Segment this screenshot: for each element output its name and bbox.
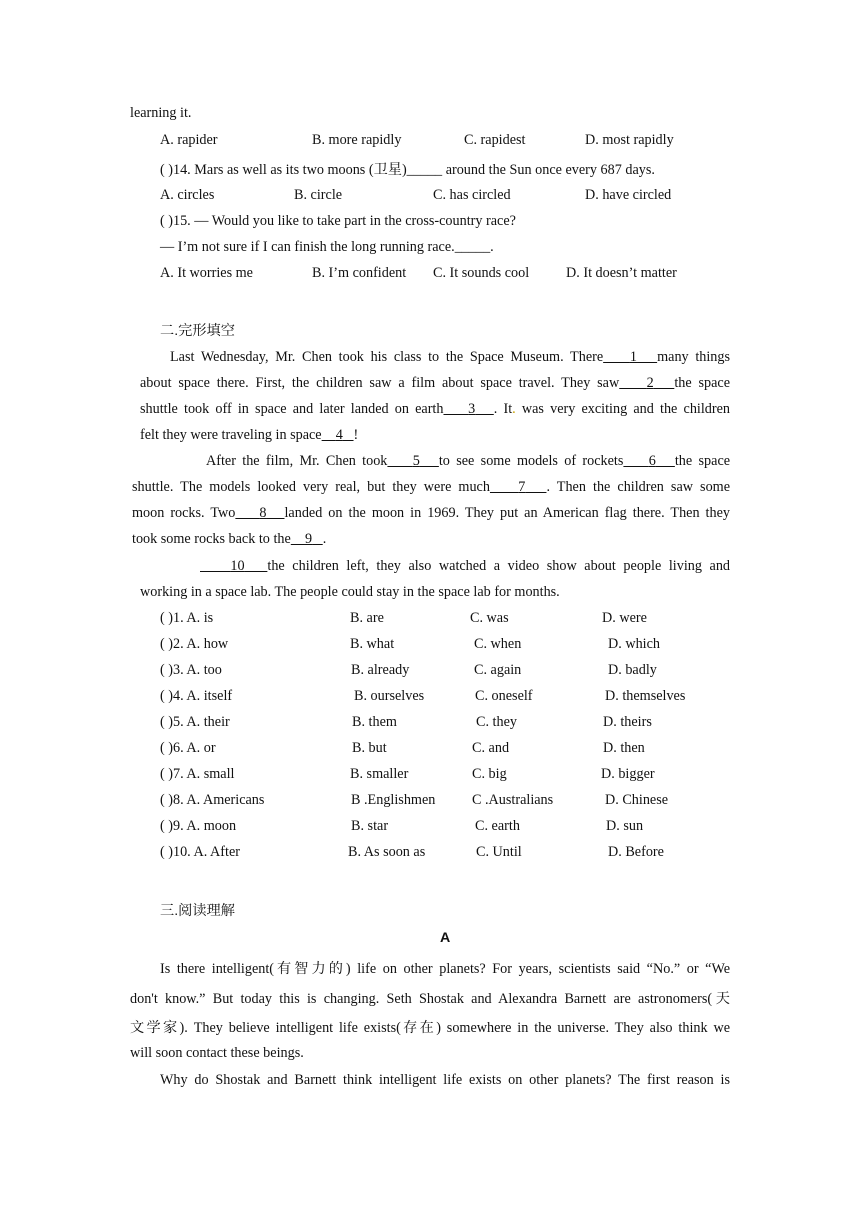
cloze-blank-8: 8 <box>259 505 267 521</box>
reading-line-1: Is there intelligent(有智力的) life on other planets? For years, scientists said “No.” or “We <box>160 961 730 977</box>
q15-option-c[interactable]: C. It sounds cool <box>433 265 530 281</box>
q15-option-b[interactable]: B. I’m confident <box>312 265 407 281</box>
reading-line-3: 文学家). They believe intelligent life exists(存在) somewhere in the universe. They also think we <box>130 1020 730 1036</box>
cloze-q1-option-b[interactable]: B. are <box>350 610 384 626</box>
q13-option-c[interactable]: C. rapidest <box>464 132 526 148</box>
cloze-q3-option-a[interactable]: ( )3. A. too <box>160 662 222 678</box>
cloze-q2-option-a[interactable]: ( )2. A. how <box>160 636 229 652</box>
cloze-blank-2: 2 <box>646 375 654 391</box>
cloze-q8-option-b[interactable]: B .Englishmen <box>351 792 436 808</box>
cloze-question-10 <box>160 844 720 864</box>
cloze-p1-line3: shuttle took off in space and later landed on earth 3 . It. was very exciting and the children <box>140 401 731 417</box>
cloze-p2-line4: took some rocks back to the 9 . <box>132 531 327 547</box>
cloze-p2-line3: moon rocks. Two 8 landed on the moon in 1969. They put an American flag there. Then they <box>132 505 730 521</box>
cloze-p1-line2: about space there. First, the children saw a film about space travel. They saw 2 the space <box>140 375 731 391</box>
reading-heading: 三.阅读理解 <box>160 903 235 919</box>
cloze-q10-option-d[interactable]: D. Before <box>608 844 664 860</box>
cloze-q10-option-c[interactable]: C. Until <box>476 844 522 860</box>
cloze-q1-option-d[interactable]: D. were <box>602 610 647 626</box>
cloze-blank-5: 5 <box>412 453 420 469</box>
cloze-p1-line1: Last Wednesday, Mr. Chen took his class to the Space Museum. There 1 many things <box>170 349 731 365</box>
cloze-q10-option-a[interactable]: ( )10. A. After <box>160 844 240 860</box>
cloze-p3-line2: working in a space lab. The people could stay in the space lab for months. <box>140 584 560 600</box>
cloze-q10-option-b[interactable]: B. As soon as <box>348 844 426 860</box>
q15-options <box>160 265 720 285</box>
cloze-p1-line4: felt they were traveling in space 4 ! <box>140 427 359 443</box>
cloze-q5-option-c[interactable]: C. they <box>476 714 517 730</box>
cloze-question-7 <box>160 766 720 786</box>
q13-option-d[interactable]: D. most rapidly <box>585 132 674 148</box>
cloze-q4-option-a[interactable]: ( )4. A. itself <box>160 688 233 704</box>
q15-option-d[interactable]: D. It doesn’t matter <box>566 265 677 281</box>
cloze-question-3 <box>160 662 720 682</box>
cloze-q8-option-a[interactable]: ( )8. A. Americans <box>160 792 265 808</box>
cloze-q3-option-b[interactable]: B. already <box>351 662 410 678</box>
cloze-q5-option-b[interactable]: B. them <box>352 714 397 730</box>
cloze-q5-option-d[interactable]: D. theirs <box>603 714 652 730</box>
cloze-q3-option-c[interactable]: C. again <box>474 662 522 678</box>
q14-option-c[interactable]: C. has circled <box>433 187 511 203</box>
cloze-question-2 <box>160 636 720 656</box>
q15-option-a[interactable]: A. It worries me <box>160 265 253 281</box>
cloze-q6-option-d[interactable]: D. then <box>603 740 645 756</box>
q13-options <box>160 132 720 152</box>
cloze-question-8 <box>160 792 720 812</box>
cloze-q2-option-b[interactable]: B. what <box>350 636 395 652</box>
cloze-q6-option-b[interactable]: B. but <box>352 740 387 756</box>
cloze-q7-option-b[interactable]: B. smaller <box>350 766 409 782</box>
reading-line-4: will soon contact these beings. <box>130 1045 304 1061</box>
cloze-blank-1: 1 <box>629 349 638 365</box>
cloze-q4-option-b[interactable]: B. ourselves <box>354 688 425 704</box>
cloze-q9-option-b[interactable]: B. star <box>351 818 389 834</box>
cloze-heading: 二.完形填空 <box>160 323 235 339</box>
cloze-q8-option-d[interactable]: D. Chinese <box>605 792 669 808</box>
cloze-q3-option-d[interactable]: D. badly <box>608 662 657 678</box>
cloze-blank-7: 7 <box>518 479 526 495</box>
q15-question: ( )15. — Would you like to take part in the cross-country race? <box>160 213 516 229</box>
cloze-question-4 <box>160 688 720 708</box>
reading-line-2: don't know.” But today this is changing. Seth Shostak and Alexandra Barnett are astronomers(天 <box>130 991 730 1007</box>
cloze-q6-option-c[interactable]: C. and <box>472 740 510 756</box>
cloze-q7-option-a[interactable]: ( )7. A. small <box>160 766 235 782</box>
q14-option-b[interactable]: B. circle <box>294 187 343 203</box>
cloze-q4-option-d[interactable]: D. themselves <box>605 688 686 704</box>
cloze-q2-option-c[interactable]: C. when <box>474 636 522 652</box>
q15-reply: — I’m not sure if I can finish the long running race._____. <box>160 239 494 255</box>
q14-question: ( )14. Mars as well as its two moons (卫星)_____ around the Sun once every 687 days. <box>160 162 655 178</box>
cloze-q5-option-a[interactable]: ( )5. A. their <box>160 714 230 730</box>
cloze-p2-line1: After the film, Mr. Chen took 5 to see some models of rockets 6 the space <box>206 453 731 469</box>
cloze-q9-option-d[interactable]: D. sun <box>606 818 644 834</box>
cloze-p3-line1: 10 the children left, they also watched a video show about people living and <box>200 558 730 575</box>
cloze-blank-3: 3 <box>468 401 476 417</box>
cloze-q2-option-d[interactable]: D. which <box>608 636 661 652</box>
cloze-p2-line2: shuttle. The models looked very real, but they were much 7 . Then the children saw some <box>132 479 731 495</box>
cloze-q4-option-c[interactable]: C. oneself <box>475 688 533 704</box>
cloze-q7-option-d[interactable]: D. bigger <box>601 766 655 782</box>
q14-option-d[interactable]: D. have circled <box>585 187 672 203</box>
cloze-q9-option-c[interactable]: C. earth <box>475 818 520 834</box>
cloze-blank-10: 10 <box>230 558 245 574</box>
cloze-q6-option-a[interactable]: ( )6. A. or <box>160 740 216 756</box>
cloze-question-6 <box>160 740 720 760</box>
cloze-q1-option-c[interactable]: C. was <box>470 610 509 626</box>
cloze-question-9 <box>160 818 720 838</box>
cloze-q1-option-a[interactable]: ( )1. A. is <box>160 610 214 626</box>
cloze-q9-option-a[interactable]: ( )9. A. moon <box>160 818 237 834</box>
cloze-q8-option-c[interactable]: C .Australians <box>472 792 554 808</box>
q13-option-b[interactable]: B. more rapidly <box>312 132 402 148</box>
reading-line-5: Why do Shostak and Barnett think intelligent life exists on other planets? The first reason is <box>160 1072 730 1088</box>
cloze-blank-4: 4 <box>335 427 343 443</box>
reading-section-label: A <box>440 930 451 946</box>
cloze-blank-6: 6 <box>648 453 656 469</box>
cloze-blank-9: 9 <box>304 531 313 547</box>
q13-option-a[interactable]: A. rapider <box>160 132 218 148</box>
q14-options <box>160 187 720 207</box>
cloze-q7-option-c[interactable]: C. big <box>472 766 507 782</box>
cloze-question-1 <box>160 610 720 630</box>
q13-text-end: learning it. <box>130 105 192 121</box>
q14-option-a[interactable]: A. circles <box>160 187 215 203</box>
cloze-question-5 <box>160 714 720 734</box>
